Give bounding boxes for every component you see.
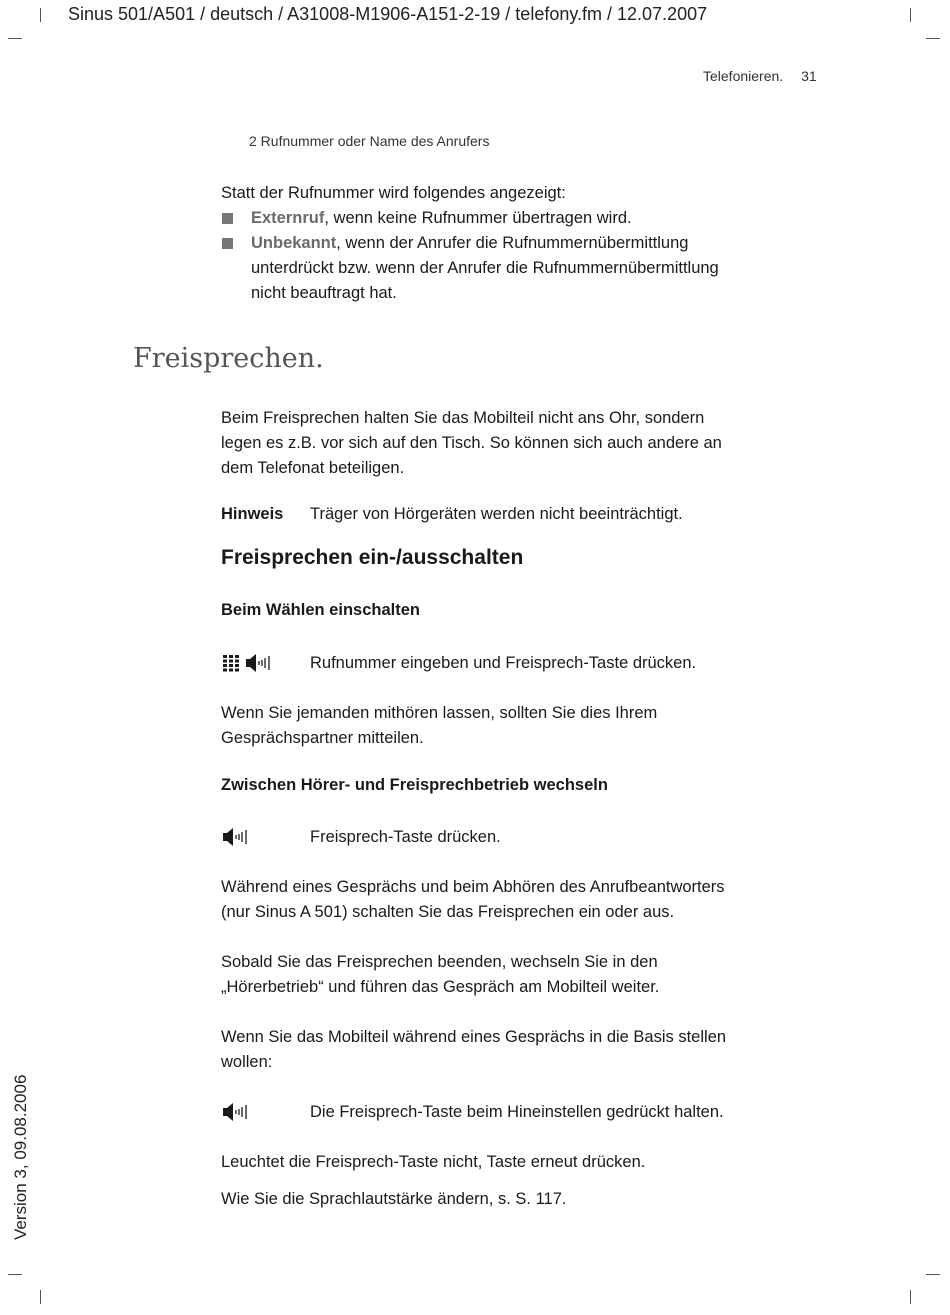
crop-mark bbox=[910, 8, 911, 22]
keypad-icon bbox=[222, 654, 240, 672]
crop-mark bbox=[926, 1274, 940, 1275]
list-item bbox=[222, 206, 742, 231]
subsection-title: Zwischen Hörer- und Freisprechbetrieb wechseln bbox=[221, 776, 608, 794]
bullet-description: , wenn der Anrufer die Rufnummernübermittlung unterdrückt bzw. wenn der Anrufer die Rufnummernübermittlung nicht beauftragt hat. bbox=[251, 234, 719, 302]
keyword-unbekannt: Unbekannt bbox=[251, 234, 337, 252]
page-number: 31 bbox=[801, 68, 817, 84]
speakerphone-icon bbox=[222, 1102, 250, 1122]
subsection-heading: Freisprechen ein-/ausschalten bbox=[221, 546, 524, 569]
keyword-externruf: Externruf bbox=[251, 209, 325, 227]
speakerphone-icon bbox=[222, 827, 250, 847]
step-text: Die Freisprech-Taste beim Hineinstellen gedrückt halten. bbox=[310, 1103, 724, 1121]
version-label: Version 3, 09.08.2006 bbox=[11, 1074, 30, 1240]
paragraph: Wenn Sie jemanden mithören lassen, sollten Sie dies Ihrem Gesprächspartner mitteilen. bbox=[221, 704, 658, 747]
crop-mark bbox=[910, 1290, 911, 1304]
running-head-title: Telefonieren. bbox=[703, 68, 784, 84]
step-text: Rufnummer eingeben und Freisprech-Taste drücken. bbox=[310, 654, 697, 672]
hint-label: Hinweis bbox=[221, 505, 284, 523]
paragraph: Wenn Sie das Mobilteil während eines Gesprächs in die Basis stellen wollen: bbox=[221, 1028, 727, 1071]
list-item bbox=[222, 231, 742, 306]
figure-caption: 2 Rufnummer oder Name des Anrufers bbox=[249, 133, 490, 149]
running-head bbox=[703, 68, 817, 84]
bullet-text bbox=[251, 206, 741, 231]
paragraph: Wie Sie die Sprachlautstärke ändern, s. S. 117. bbox=[221, 1190, 567, 1208]
intro-paragraph: Beim Freisprechen halten Sie das Mobilteil nicht ans Ohr, sondern legen es z.B. vor sich auf den Tisch. So können sich auch andere an dem Telefonat beteiligen. bbox=[221, 409, 722, 477]
hint-text: Träger von Hörgeräten werden nicht beeinträchtigt. bbox=[310, 505, 683, 523]
bullet-description: , wenn keine Rufnummer übertragen wird. bbox=[324, 209, 632, 227]
paragraph: Während eines Gesprächs und beim Abhören des Anrufbeantworters (nur Sinus A 501) schalten Sie das Freisprechen ein oder aus. bbox=[221, 878, 725, 921]
section-title: Freisprechen. bbox=[133, 343, 324, 374]
subsection-title: Beim Wählen einschalten bbox=[221, 601, 420, 619]
paragraph: Leuchtet die Freisprech-Taste nicht, Taste erneut drücken. bbox=[221, 1153, 646, 1171]
step-text: Freisprech-Taste drücken. bbox=[310, 828, 501, 846]
intro-text: Statt der Rufnummer wird folgendes angezeigt: bbox=[221, 184, 566, 202]
crop-mark bbox=[8, 38, 22, 39]
paragraph: Sobald Sie das Freisprechen beenden, wechseln Sie in den „Hörerbetrieb“ und führen das Gespräch am Mobilteil weiter. bbox=[221, 953, 660, 996]
speakerphone-icon bbox=[245, 653, 273, 673]
crop-mark bbox=[40, 1290, 41, 1304]
bullet-square-icon bbox=[222, 238, 233, 249]
document-info-line: Sinus 501/A501 / deutsch / A31008-M1906-A151-2-19 / telefony.fm / 12.07.2007 bbox=[68, 4, 708, 24]
crop-mark bbox=[926, 38, 940, 39]
bullet-square-icon bbox=[222, 213, 233, 224]
crop-mark bbox=[8, 1274, 22, 1275]
crop-mark bbox=[40, 8, 41, 22]
bullet-text bbox=[251, 231, 741, 306]
